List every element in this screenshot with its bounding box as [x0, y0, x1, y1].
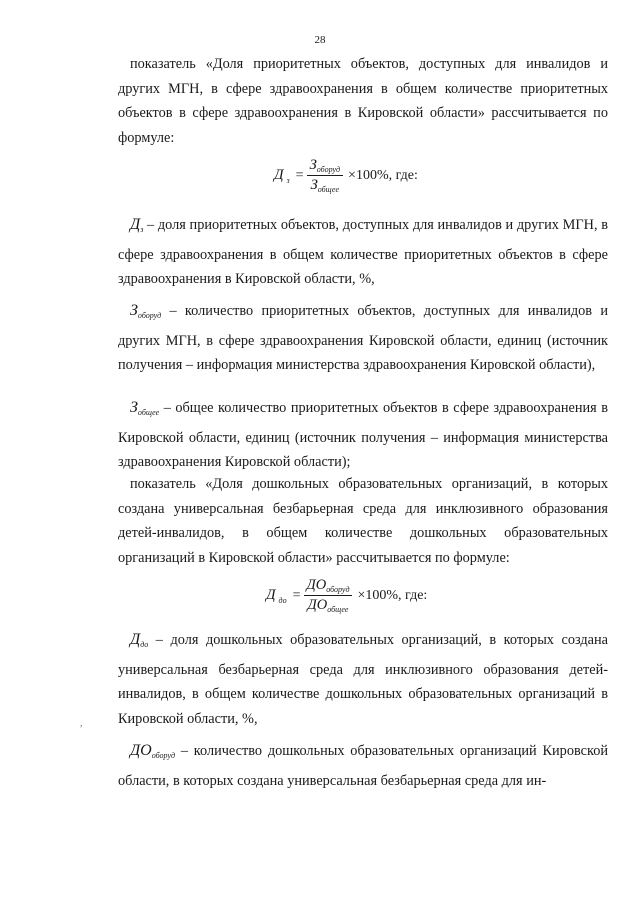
formula-preschool-lhs: Д $_{до}$: [266, 586, 287, 605]
formula-preschool-tail: ×100%, где:: [357, 587, 428, 603]
formula-preschool-fraction: [304, 577, 353, 614]
scan-speck: ,: [80, 718, 83, 729]
def-health-share: $Д_з$ – доля приоритетных объектов, доступных для инвалидов и других МГН, в сфере здравоохранения в общем количестве приоритетных объектов в сфере здравоохранения в Кировской области, %,: [118, 216, 608, 287]
def-preschool-equipped: $ДО_{оборуд}$ – количество дошкольных образовательных организаций Кировской области, в которых создана универсальная безбарьерная среда для ин-: [118, 742, 608, 789]
formula-preschool-numerator: $ДО_{оборуд}$: [304, 577, 353, 596]
def-preschool-share: $Д_{до}$ – доля дошкольных образовательных организаций, в которых создана универсальная безбарьерная среда для инклюзивного образования детей-инвалидов, в общем количестве дошкольных образовательных организаций в Кировской области, %,: [118, 631, 608, 727]
def-health-total-symbol: $З_{общее}$: [130, 399, 160, 417]
formula-health: Д $_з$ = $\frac{З_{оборуд}}{З_{общее}}$ ×100%, где:: [274, 157, 418, 194]
formula-preschool-denominator: $ДО_{общее}$: [307, 597, 349, 614]
def-preschool-share-symbol: $Д_{до}$: [130, 631, 149, 649]
page-number: 28: [314, 34, 326, 46]
def-health-total: $З_{общее}$ – общее количество приоритетных объектов в сфере здравоохранения в Кировской области, единиц (источник получения – информация министерства здравоохранения Кировской области);: [118, 399, 608, 470]
indicator1-intro: показатель «Доля приоритетных объектов, доступных для инвалидов и других МГН, в сфере здравоохранения в общем количестве приоритетных объектов в сфере здравоохранения в Кировской области» рассчитывается по формуле:: [118, 56, 608, 146]
formula-preschool: Д $_{до}$ = $\frac{ДО_{оборуд}}{ДО_{общее}}$ ×100%, где:: [266, 577, 428, 614]
formula-health-numerator: $З_{оборуд}$: [307, 157, 343, 176]
indicator2-intro: показатель «Доля дошкольных образовательных организаций, в которых создана универсальная безбарьерная среда для инклюзивного образования детей-инвалидов, в общем количестве дошкольных образовательных организаций в Кировской области» рассчитывается по формуле:: [118, 476, 608, 566]
formula-health-tail: ×100%, где:: [348, 167, 418, 183]
formula-health-lhs: Д $_з$: [274, 166, 290, 185]
formula-health-fraction: [307, 157, 343, 194]
def-health-equipped-symbol: $З_{оборуд}$: [130, 302, 162, 320]
def-preschool-equipped-symbol: $ДО_{оборуд}$: [130, 742, 176, 760]
def-health-share-symbol: $Д_з$: [130, 216, 144, 234]
formula-health-denominator: $З_{общее}$: [310, 177, 340, 194]
def-health-equipped: $З_{оборуд}$ – количество приоритетных объектов, доступных для инвалидов и других МГН, в сфере здравоохранения Кировской области, единиц (источник получения – информация министерства здравоохранения Кировской области),: [118, 302, 608, 373]
